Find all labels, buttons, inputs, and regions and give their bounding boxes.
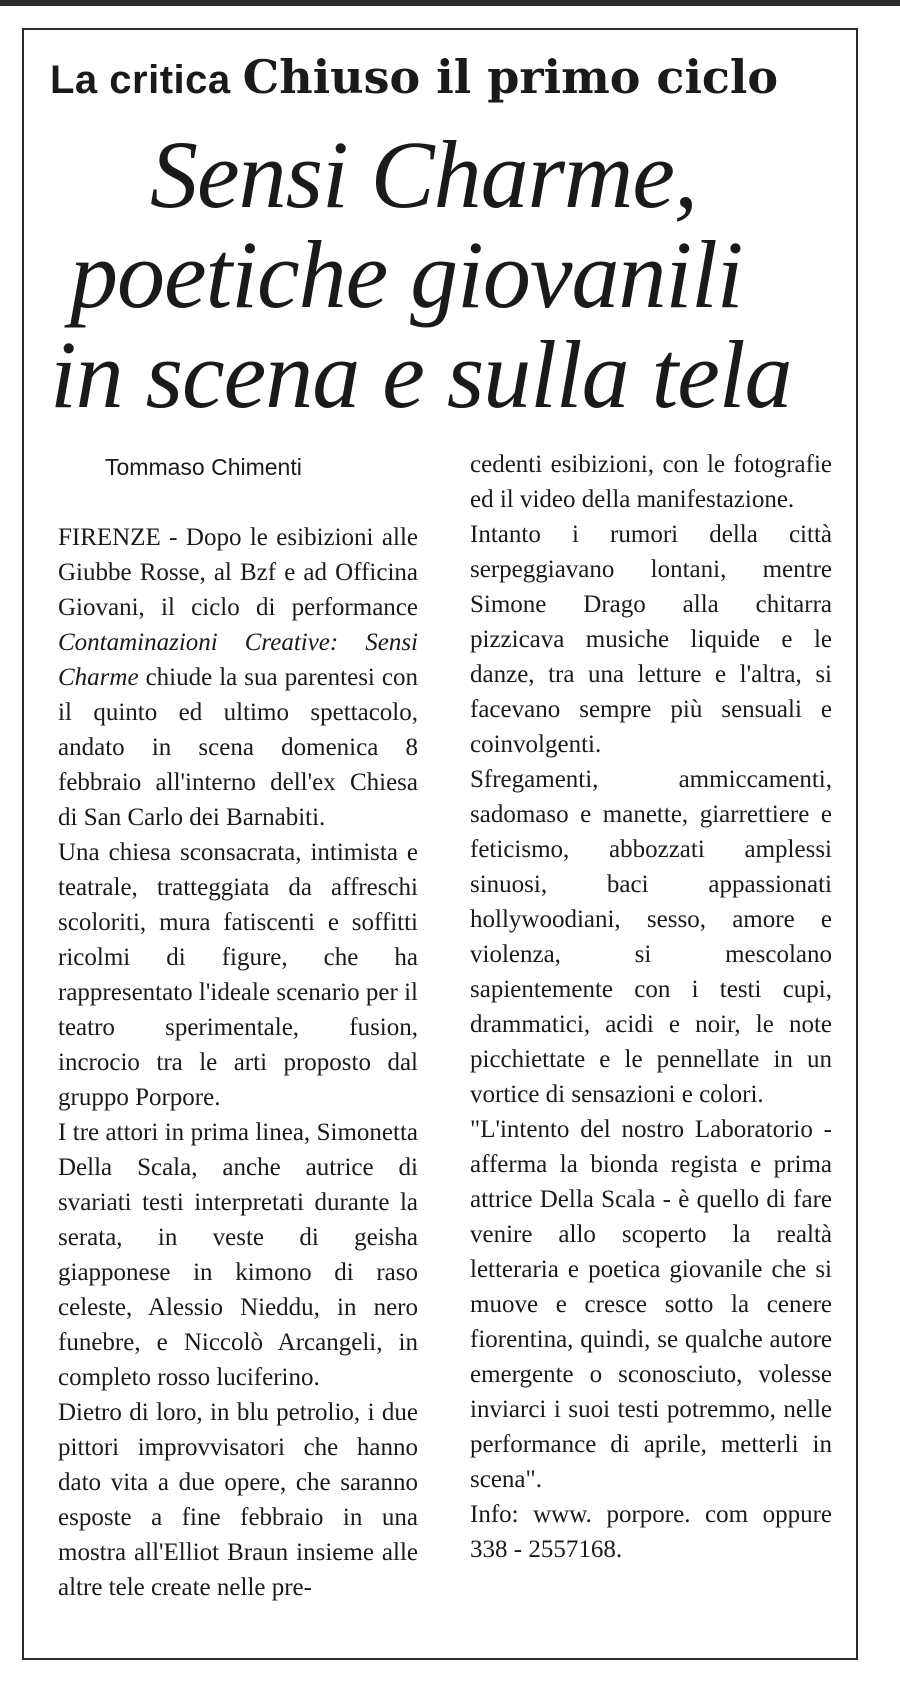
- paragraph-8: "L'intento del nostro Laboratorio - afferma la bionda regista e prima attrice Della Scala - è quello di fare venire allo scoperto la realtà letteraria e poetica giovanile che si muove e cresce sotto la cenere fiorentina, quindi, se qualche autore emergente o sconosciuto, volesse inviarci i suoi testi potremmo, nelle performance di aprile, metterli in scena".: [470, 1116, 832, 1493]
- paragraph-4: Dietro di loro, in blu petrolio, i due pittori improvvisatori che hanno dato vita a due opere, che saranno esposte a fine febbraio in una mostra all'Elliot Braun insieme alle altre tele create nelle pre-: [58, 1399, 418, 1601]
- title-line-2: poetiche giovanili: [70, 221, 743, 328]
- header-line: [50, 44, 850, 112]
- top-border-rule: [0, 0, 900, 6]
- paragraph-7: Sfregamenti, ammiccamenti, sadomaso e manette, giarrettiere e feticismo, abbozzati amplessi sinuosi, baci appassionati hollywoodiani, sesso, amore e violenza, si mescolano sapientemente con i testi cupi, drammatici, acidi e noir, le note picchiettate e le pennellate in un vortice di sensazioni e colori.: [470, 766, 832, 1108]
- title-line-1: Sensi Charme,: [150, 121, 697, 228]
- article-column-left: [58, 520, 418, 1605]
- paragraph-6: Intanto i rumori della città serpeggiavano lontani, mentre Simone Drago alla chitarra pizzicava musiche liquide e le danze, tra una letture e l'altra, si facevano sempre più sensuali e coinvolgenti.: [470, 521, 832, 758]
- paragraph-1: [58, 520, 418, 835]
- title-line-3: in scena e sulla tela: [50, 321, 792, 428]
- paragraph-2: Una chiesa sconsacrata, intimista e teatrale, tratteggiata da affreschi scoloriti, mura fatiscenti e soffitti ricolmi di figure, che ha rappresentato l'ideale scenario per il teatro sperimentale, fusion, incrocio tra le arti proposto dal gruppo Porpore.: [58, 839, 418, 1111]
- article-column-right: [470, 447, 832, 1567]
- paragraph-5: cedenti esibizioni, con le fotografie ed il video della manifestazione.: [470, 451, 832, 513]
- author-byline: Tommaso Chimenti: [105, 454, 302, 480]
- paragraph-3: I tre attori in prima linea, Simonetta Della Scala, anche autrice di svariati testi interpretati durante la serata, in veste di geisha giapponese in kimono di raso celeste, Alessio Nieddu, in nero funebre, e Niccolò Arcangeli, in completo rosso luciferino.: [58, 1119, 418, 1391]
- subheadline: Chiuso il primo ciclo: [242, 50, 779, 104]
- section-kicker: La critica: [50, 58, 231, 102]
- dateline: FIRENZE: [58, 524, 161, 551]
- event-title-italic: Contaminazioni Creative: Sensi Charme: [58, 629, 418, 691]
- paragraph-1-text-b: chiude la sua parentesi con il quinto ed ultimo spettacolo, andato in scena domenica 8 febbraio all'interno dell'ex Chiesa di San Carlo dei Barnabiti.: [58, 664, 418, 831]
- paragraph-1-text-a: - Dopo le esibizioni alle Giubbe Rosse, al Bzf e ad Officina Giovani, il ciclo di performance: [58, 524, 418, 621]
- article-title: [50, 121, 850, 428]
- info-line: Info: www. porpore. com oppure 338 - 2557168.: [470, 1501, 832, 1563]
